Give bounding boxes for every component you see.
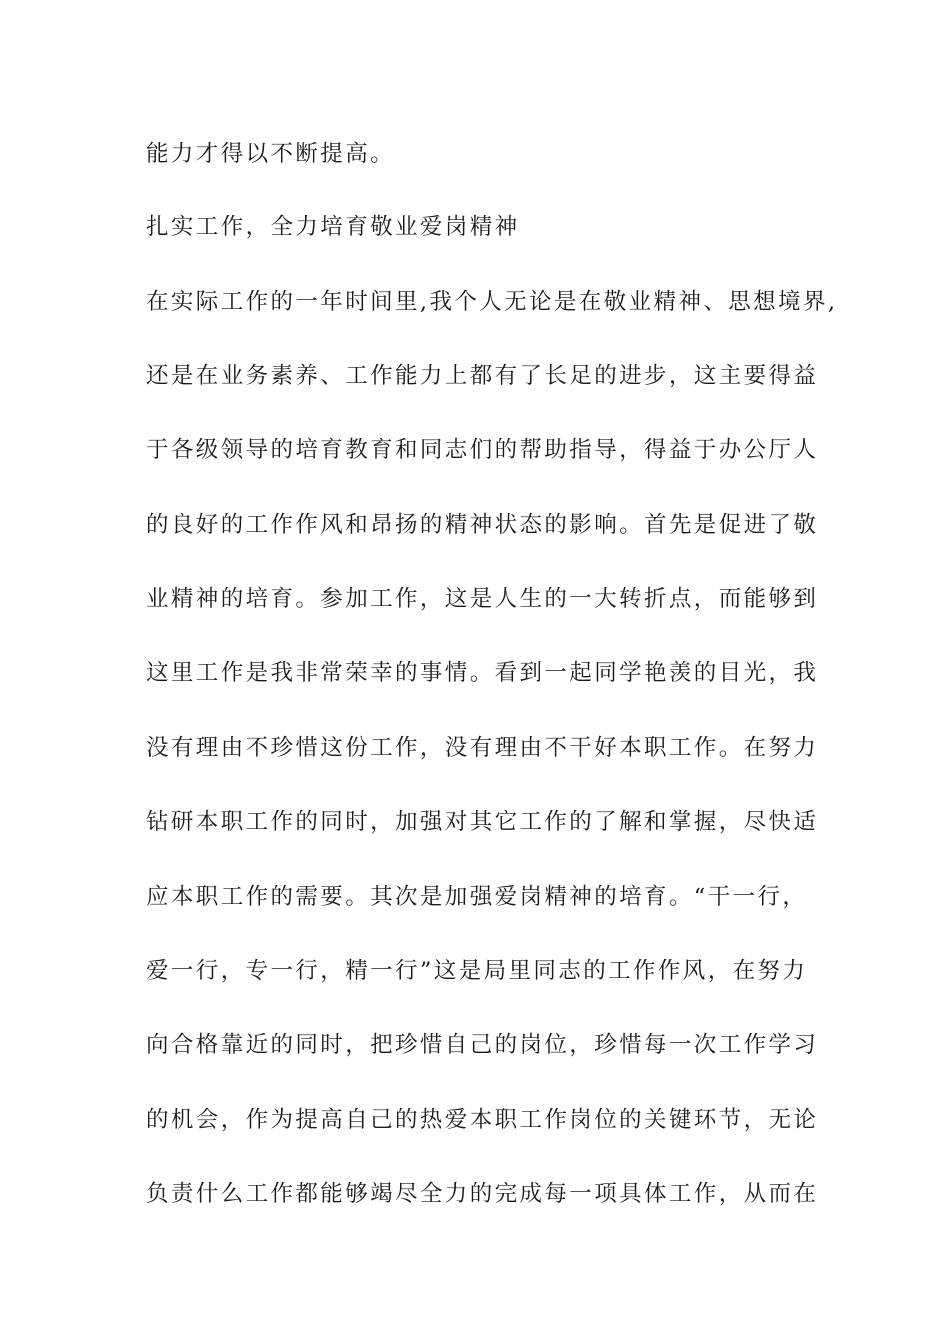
paragraph-line: 业精神的培育。参加工作，这是人生的一大转折点，而能够到: [146, 586, 819, 612]
paragraph-line: 能力才得以不断提高。: [146, 141, 396, 167]
paragraph-line: 没有理由不珍惜这份工作，没有理由不干好本职工作。在努力: [146, 735, 819, 761]
paragraph-line: 爱一行，专一行，精一行”这是局里同志的工作作风，在努力: [146, 958, 808, 984]
paragraph-line: 还是在业务素养、工作能力上都有了长足的进步，这主要得益: [146, 363, 819, 389]
paragraph-line: 应本职工作的需要。其次是加强爱岗精神的培育。“干一行，: [146, 884, 808, 910]
paragraph-line: 向合格靠近的同时，把珍惜自己的岗位，珍惜每一次工作学习: [146, 1032, 819, 1058]
paragraph-line: 的良好的工作作风和昂扬的精神状态的影响。首先是促进了敬: [146, 512, 819, 538]
paragraph-line: 这里工作是我非常荣幸的事情。看到一起同学艳羡的目光，我: [146, 660, 819, 686]
paragraph-line: 钻研本职工作的同时，加强对其它工作的了解和掌握，尽快适: [146, 809, 819, 835]
paragraph-line: 于各级领导的培育教育和同志们的帮助指导，得益于办公厅人: [146, 437, 819, 463]
section-heading: 扎实工作，全力培育敬业爱岗精神: [146, 214, 520, 240]
paragraph-line: 负责什么工作都能够竭尽全力的完成每一项具体工作，从而在: [146, 1181, 819, 1207]
paragraph-line: 在实际工作的一年时间里,我个人无论是在敬业精神、思想境界,: [146, 289, 838, 315]
paragraph-line: 的机会，作为提高自己的热爱本职工作岗位的关键环节，无论: [146, 1107, 819, 1133]
